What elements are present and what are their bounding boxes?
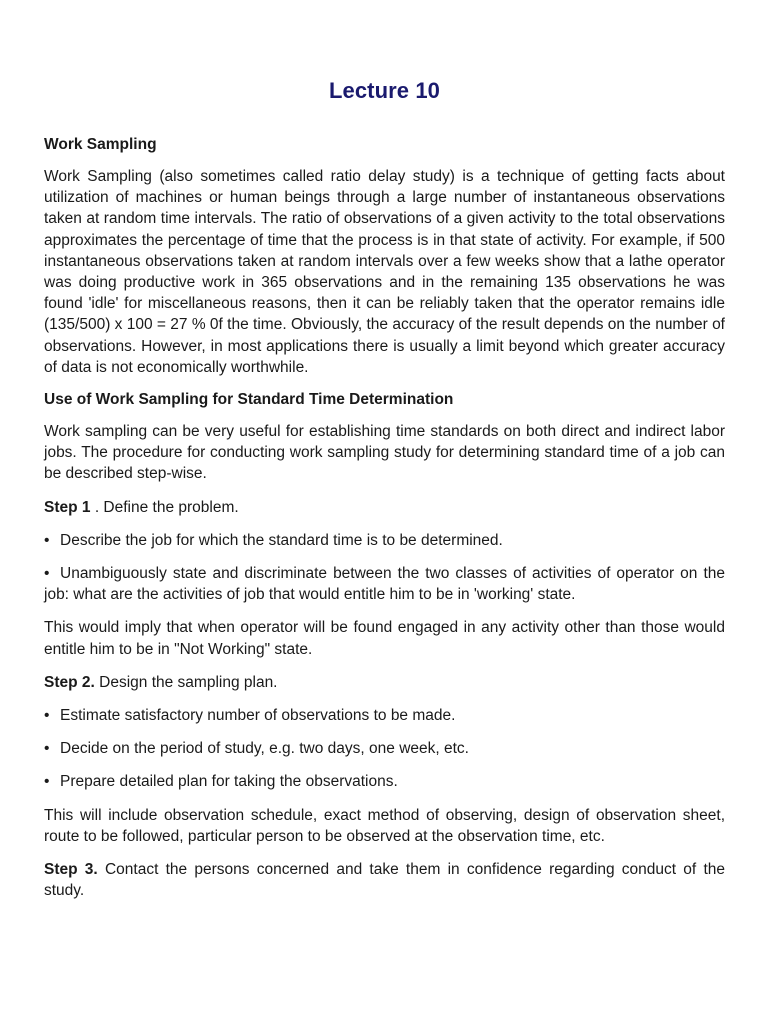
page-title: Lecture 10 [328, 78, 441, 103]
paragraph-work-sampling-definition: Work Sampling (also sometimes called ratio delay study) is a technique of getting facts about utilization of machines or human beings through a large number of instantaneous observations taken at random time intervals. The ratio of observations of a given activity to the total observations approximates the percentage of time that the process is in that state of activity. For example, if 500 instantaneous observations taken at random intervals over a few weeks show that a lathe operator was doing productive work in 365 observations and in the remaining 135 observations he was found 'idle' for miscellaneous reasons, then it can be reliably taken that the operator remains idle (135/500) x 100 = 27 % 0f the time. Obviously, the accuracy of the result depends on the number of observations. However, in most applications there is usually a limit beyond which greater accuracy of data is not economically worthwhile. [44, 168, 725, 376]
section-heading-standard-time: Use of Work Sampling for Standard Time Determination [44, 391, 454, 409]
step-1-bullet-1: Describe the job for which the standard time is to be determined. [60, 531, 503, 549]
bullet-icon: • [44, 707, 50, 725]
step-2-label: Step 2. [44, 673, 95, 691]
paragraph-standard-time-intro: Work sampling can be very useful for establishing time standards on both direct and indirect labor jobs. The procedure for conducting work sampling study for determining standard time of a job can be described step-wise. [44, 423, 725, 483]
list-item [44, 738, 725, 759]
step-1-label: Step 1 [44, 498, 91, 516]
bullet-icon: • [44, 740, 50, 758]
step-1-bullet-2: Unambiguously state and discriminate between the two classes of activities of operator on the job: what are the activities of job that would entitle him to be in 'working' state. [44, 565, 725, 604]
step-1-note: This would imply that when operator will be found engaged in any activity other than those would entitle him to be in "Not Working" state. [44, 619, 725, 658]
step-1-text: . Define the problem. [90, 498, 239, 516]
step-2-bullet-2: Decide on the period of study, e.g. two days, one week, etc. [60, 740, 469, 758]
step-2-note: This will include observation schedule, exact method of observing, design of observation sheet, route to be followed, particular person to be observed at the observation time, etc. [44, 806, 725, 845]
section-heading-work-sampling: Work Sampling [44, 136, 157, 153]
step-2-text: Design the sampling plan. [94, 673, 278, 691]
list-item [44, 530, 725, 551]
document-page [44, 0, 725, 901]
bullet-icon: • [44, 565, 50, 583]
list-item [44, 771, 725, 792]
step-3-text: Contact the persons concerned and take them in confidence regarding conduct of the study. [44, 861, 725, 900]
step-3-label: Step 3. [44, 861, 98, 879]
step-3 [44, 859, 725, 901]
bullet-icon: • [44, 773, 50, 791]
step-1 [44, 497, 725, 518]
step-2 [44, 672, 725, 693]
list-item [44, 705, 725, 726]
list-item [44, 563, 725, 605]
bullet-icon: • [44, 531, 50, 549]
step-2-bullet-1: Estimate satisfactory number of observations to be made. [60, 707, 456, 725]
step-2-bullet-3: Prepare detailed plan for taking the observations. [60, 773, 398, 791]
